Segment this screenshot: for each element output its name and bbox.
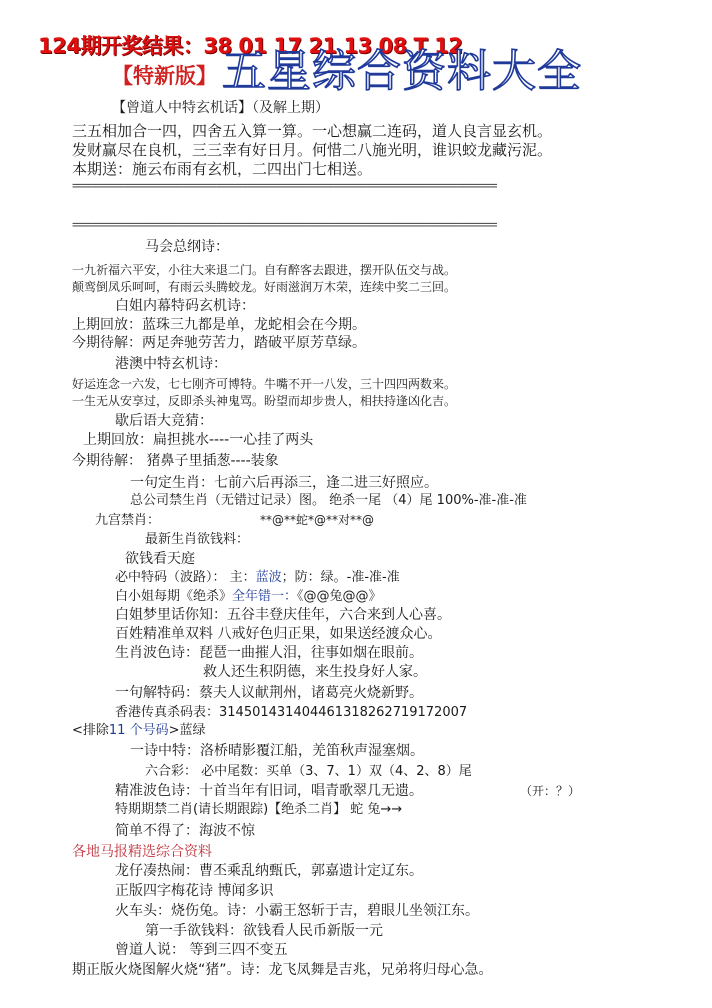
item-line: 精准波色诗：十首当年有旧词，唱青歌翠几无遗。 [115,783,423,799]
separator-line: ================================================================= [72,218,497,233]
item-line: 龙仔凑热闹：曹丕乘乱纳甄氏，郭嘉遗计定辽东。 [115,863,423,879]
item-line: 一句定生肖：七前六后再添三，逢二进三好照应。 [130,475,438,491]
item-line: 最新生肖欲钱料： [145,532,250,547]
poem-line: 发财赢尽在良机，三三幸有好日月。何惜二八施光明，谁识蛟龙藏污泥。 [72,141,553,159]
riddle-line: 上期回放：扁担挑水----一心挂了两头 [83,432,314,448]
section-heading: 【曾道人中特玄机话】（及解上期） [112,100,329,116]
edition-tag: 【特新版】 [112,64,217,88]
item-text: <排除 [72,723,109,738]
item-label: 九宫禁肖： [95,513,161,528]
item-line: 简单不得了：海波不惊 [115,823,255,839]
item-line [115,571,400,584]
item-line: 一句解特码：蔡夫人议献荆州，诸葛亮火烧新野。 [115,685,423,701]
item-line [115,706,467,719]
poem-line: 一九祈福六平安，小往大来退二门。自有醉客去跟进，摆开队伍交与战。 [72,263,457,277]
item-line: 特期期禁二肖(请长期跟踪)【绝杀二肖】 蛇 兔→→ [115,802,403,817]
item-note: （开：？） [520,784,581,798]
draw-result-banner: 124期开奖结果：38 01 17 21 13 08 T 12 [38,34,463,58]
poem-line: 本期送：施云布雨有玄机，二四出门七相送。 [72,160,373,178]
poem-line: 今期待解：两足奔驰劳苦力，踏破平原芳草绿。 [72,335,366,351]
poem-line: 一生无从安享过，反即杀头神鬼骂。盼望而却步贵人，相扶持逢凶化吉。 [72,394,457,408]
highlight-text: 11 个号码 [108,723,169,738]
item-line: 白姐梦里话你知：五谷丰登庆佳年，六合来到人心喜。 [115,607,451,623]
poem-line: 好运连念一六发，七七刚齐可博特。牛嘴不开一八发，三十四四两数来。 [72,377,457,391]
item-line: 第一手欲钱料：欲钱看人民币新版一元 [145,923,383,939]
poem-line: 上期回放：蓝珠三九都是单，龙蛇相会在今期。 [72,317,366,333]
item-line: 生肖波色诗：琵琶一曲摧人泪，往事如烟在眼前。 [115,645,423,661]
item-line: 火车头：烧伤兔。诗：小霸王怒斩于吉，碧眼儿坐领江东。 [115,903,479,919]
riddle-line: 今期待解： 猪鼻子里插葱----装象 [72,453,279,469]
riddle-title: 歇后语大竞猜： [115,413,213,429]
item-text: 《@@兔@@》 [297,589,382,604]
poem-line: 颠鸾倒凤乐呵呵，有雨云头腾蛟龙。好雨滋润万木荣，连续中奖二三回。 [72,280,457,294]
item-text: 白小姐每期《绝杀》 [115,589,233,604]
item-line [115,590,382,603]
item-line: 正版四字梅花诗 博闻多识 [115,883,274,899]
highlight-text: 全年错一： [232,589,298,604]
poem-title: 港澳中特玄机诗： [115,356,227,372]
item-value: 31450143140446131826271917200 [219,705,459,720]
item-value: 7 [458,705,468,720]
poem-title: 马会总纲诗： [145,239,229,255]
item-line [72,724,206,737]
item-line: 总公司禁生肖（无错过记录）图。 绝杀一尾 （4）尾 100%-准-准-准 [130,493,527,508]
item-value: **@**蛇*@**对**@ [260,513,375,527]
item-line: 期正版火烧图解火烧“猪”。诗：龙飞凤舞是吉兆，兄弟将归母心急。 [72,962,493,978]
section-heading: 各地马报精选综合资料 [72,844,212,860]
item-line: 救人还生积阴德，来生投身好人家。 [203,664,427,680]
poem-title: 白姐内幕特码玄机诗： [115,298,255,314]
highlight-text: 蓝波 [255,570,282,585]
item-line: 一诗中特：洛桥晴影覆江船，羌笛秋声湿塞烟。 [130,743,424,759]
item-text: ；防：绿。-准-准-准 [281,570,400,585]
page-title: 五星综合资料大全 [222,46,582,97]
item-text: 香港传真杀码表： [115,705,220,720]
item-line: 曾道人说： 等到三四不变五 [115,942,288,958]
poem-line: 三五相加合一四，四舍五入算一算。一心想赢二连码，道人良言显玄机。 [72,122,553,140]
item-line: 欲钱看天庭 [125,551,195,567]
item-line: 六合彩： 必中尾数：买单（3、7、1）双（4、2、8）尾 [145,764,472,779]
item-text: >蓝绿 [168,723,206,738]
separator-line: ================================================================= [72,179,497,194]
item-line: 百姓精准单双料 八戒好色归正果，如果送经渡众心。 [115,626,442,642]
item-text: 必中特码（波路）： 主： [115,570,256,585]
